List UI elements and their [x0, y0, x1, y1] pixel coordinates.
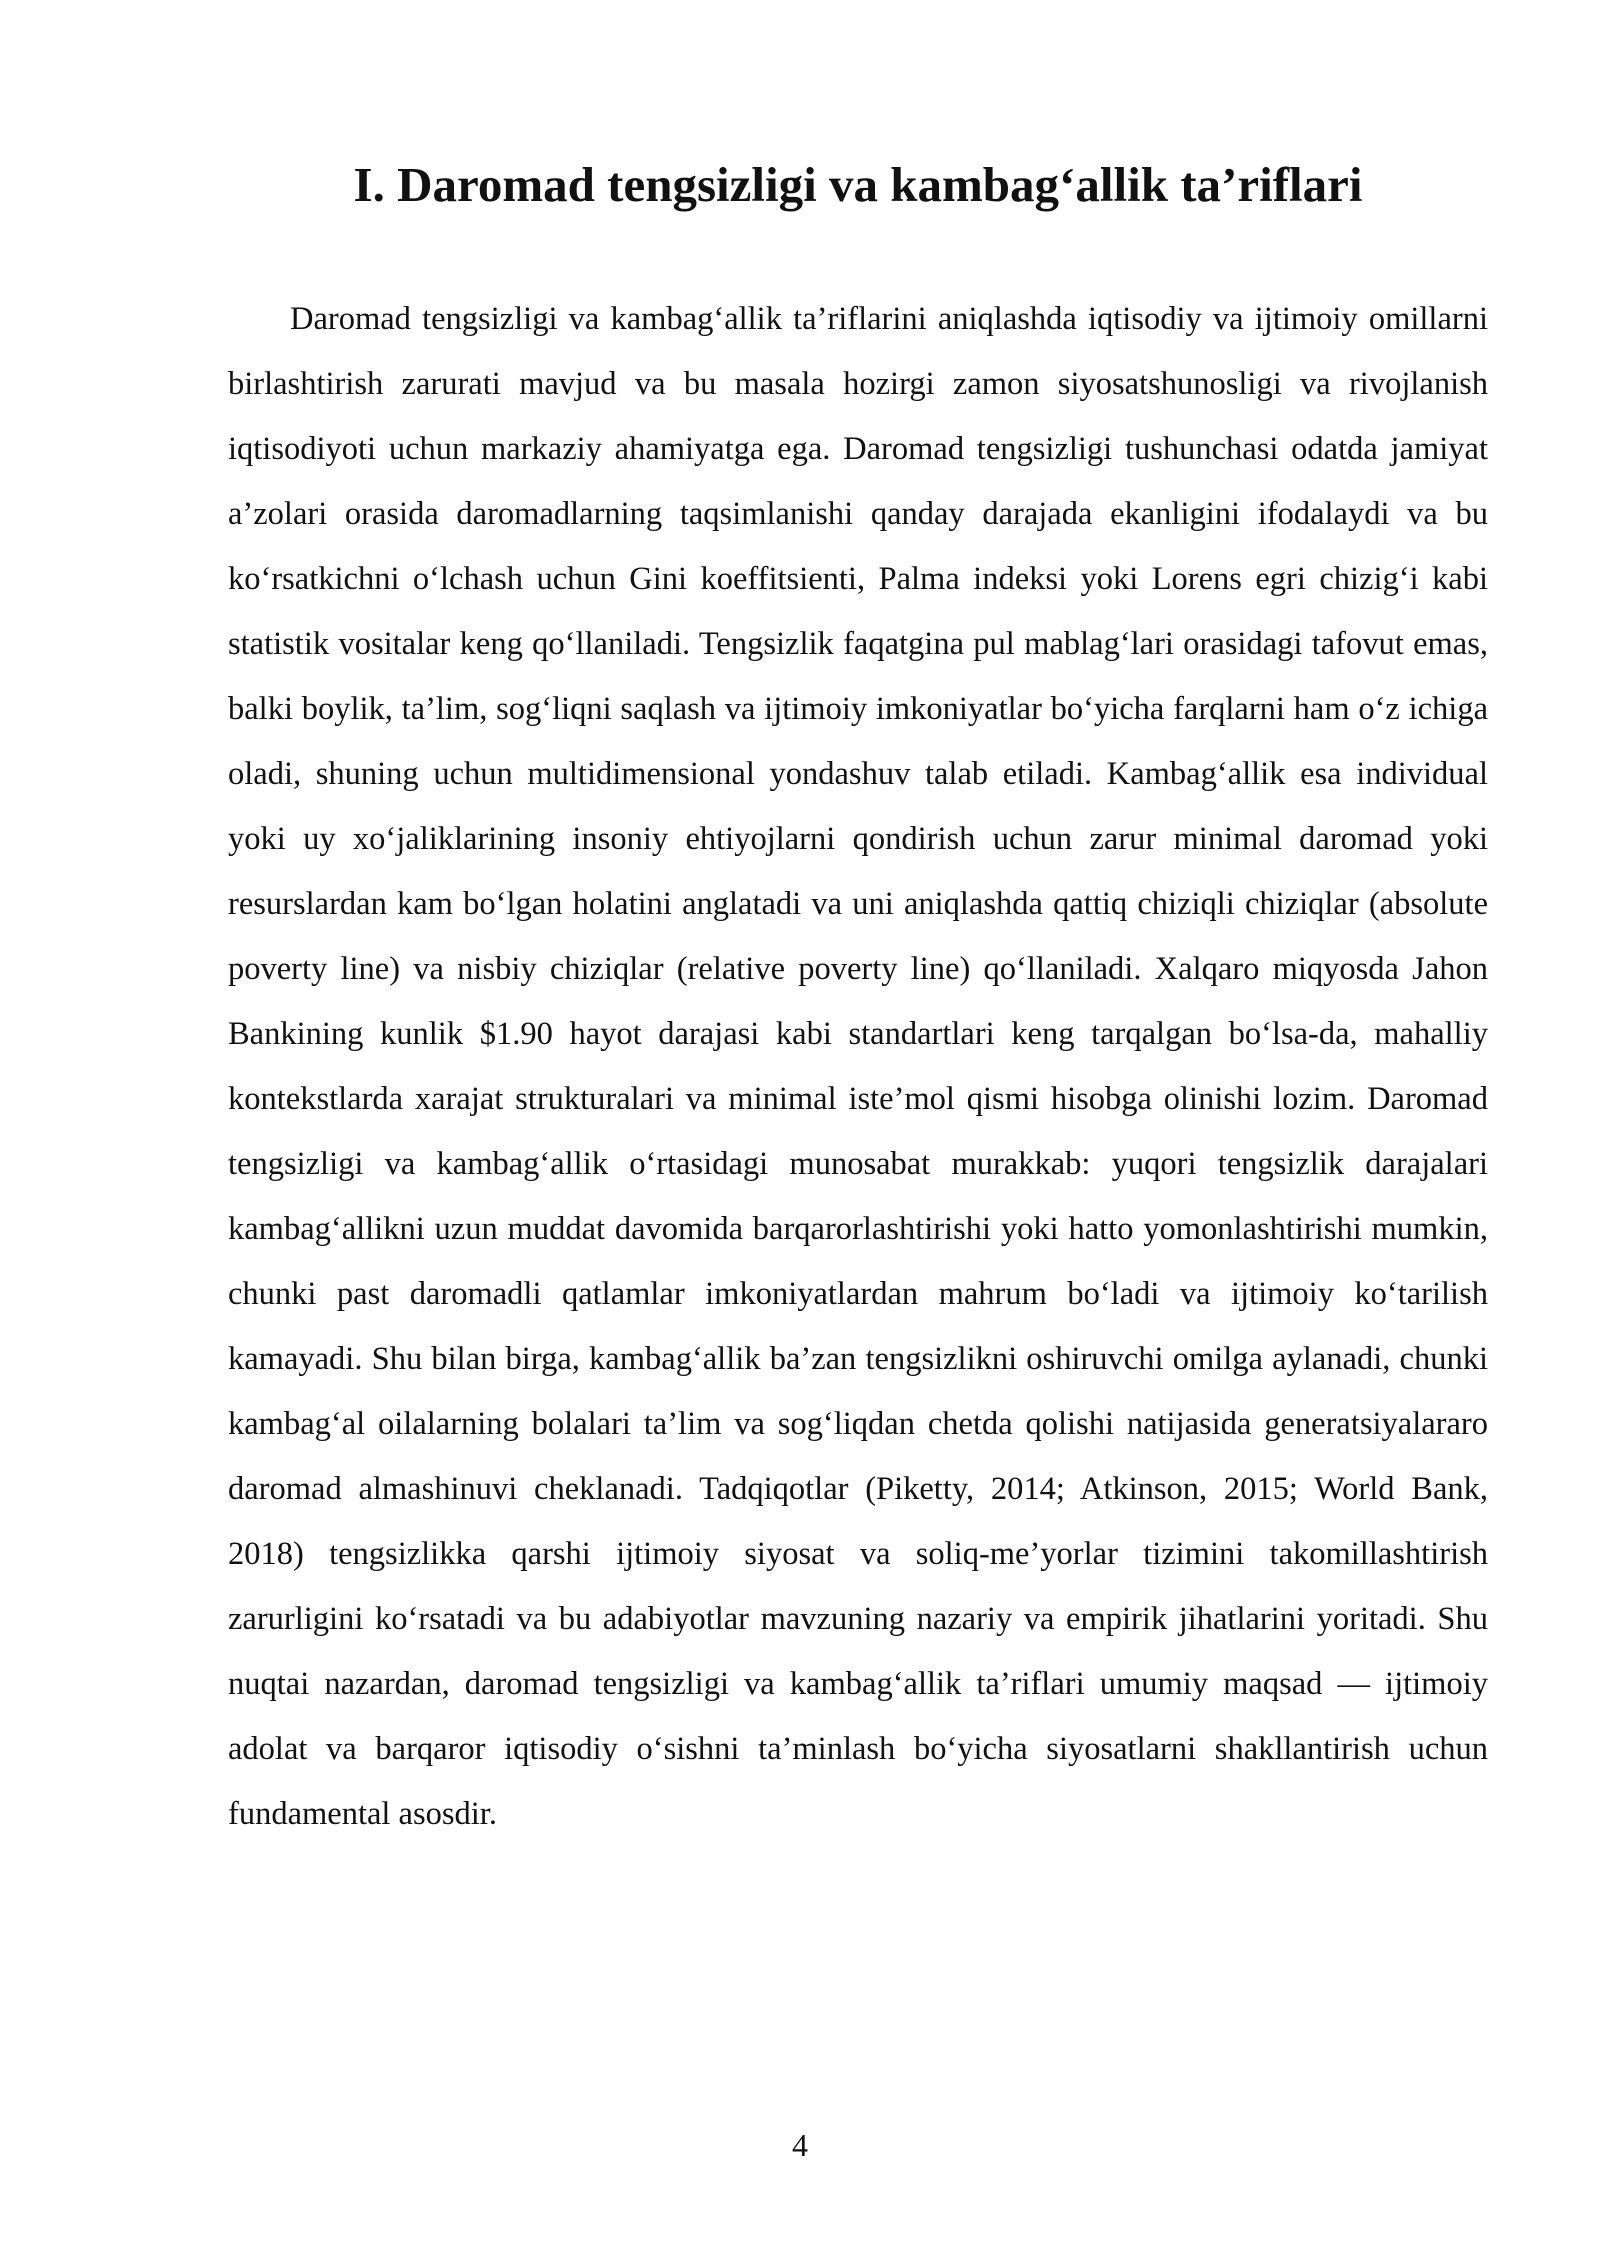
- body-paragraph: Daromad tengsizligi va kambag‘allik ta’riflarini aniqlashda iqtisodiy va ijtimoiy omillarni birlashtirish zarurati mavjud va bu masala hozirgi zamon siyosatshunosligi va rivojlanish iqtisodiyoti uchun markaziy ahamiyatga ega. Daromad tengsizligi tushunchasi odatda jamiyat a’zolari orasida daromadlarning taqsimlanishi qanday darajada ekanligini ifodalaydi va bu ko‘rsatkichni o‘lchash uchun Gini koeffitsienti, Palma indeksi yoki Lorens egri chizig‘i kabi statistik vositalar keng qo‘llaniladi. Tengsizlik faqatgina pul mablag‘lari orasidagi tafovut emas, balki boylik, ta’lim, sog‘liqni saqlash va ijtimoiy imkoniyatlar bo‘yicha farqlarni ham o‘z ichiga oladi, shuning uchun multidimensional yondashuv talab etiladi. Kambag‘allik esa individual yoki uy xo‘jaliklarining insoniy ehtiyojlarni qondirish uchun zarur minimal daromad yoki resurslardan kam bo‘lgan holatini anglatadi va uni aniqlashda qattiq chiziqli chiziqlar (absolute poverty line) va nisbiy chiziqlar (relative poverty line) qo‘llaniladi. Xalqaro miqyosda Jahon Bankining kunlik $1.90 hayot darajasi kabi standartlari keng tarqalgan bo‘lsa-da, mahalliy kontekstlarda xarajat strukturalari va minimal iste’mol qismi hisobga olinishi lozim. Daromad tengsizligi va kambag‘allik o‘rtasidagi munosabat murakkab: yuqori tengsizlik darajalari kambag‘allikni uzun muddat davomida barqarorlashtirishi yoki hatto yomonlashtirishi mumkin, chunki past daromadli qatlamlar imkoniyatlardan mahrum bo‘ladi va ijtimoiy ko‘tarilish kamayadi. Shu bilan birga, kambag‘allik ba’zan tengsizlikni oshiruvchi omilga aylanadi, chunki kambag‘al oilalarning bolalari ta’lim va sog‘liqdan chetda qolishi natijasida generatsiyalararo daromad almashinuvi cheklanadi. Tadqiqotlar (Piketty, 2014; Atkinson, 2015; World Bank, 2018) tengsizlikka qarshi ijtimoiy siyosat va soliq-me’yorlar tizimini takomillashtirish zarurligini ko‘rsatadi va bu adabiyotlar mavzuning nazariy va empirik jihatlarini yoritadi. Shu nuqtai nazardan, daromad tengsizligi va kambag‘allik ta’riflari umumiy maqsad — ijtimoiy adolat va barqaror iqtisodiy o‘sishni ta’minlash bo‘yicha siyosatlarni shakllantirish uchun fundamental asosdir.: [228, 301, 1488, 1832]
- page-number: 4: [792, 2127, 808, 2163]
- section-heading: I. Daromad tengsizligi va kambag‘allik ta’riflari: [353, 157, 1363, 212]
